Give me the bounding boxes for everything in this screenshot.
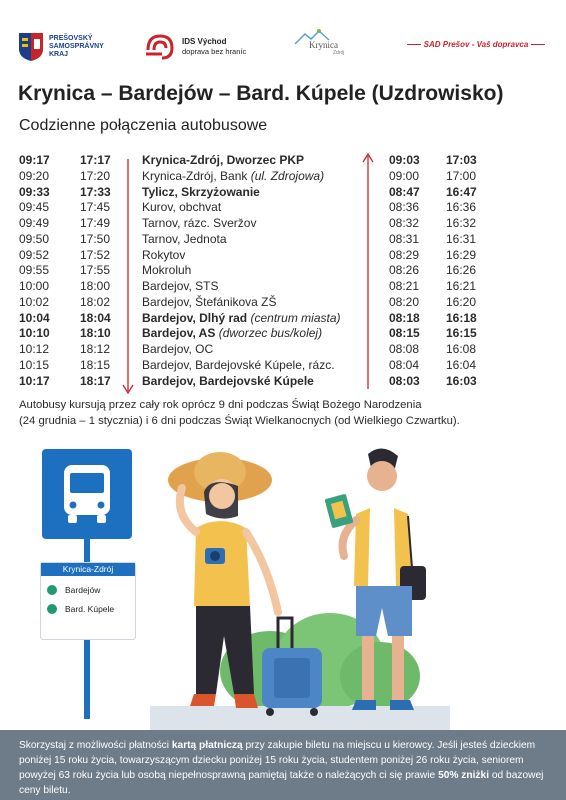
departure-afternoon: 17:45 xyxy=(80,200,111,215)
departure-morning: 09:52 xyxy=(19,247,50,262)
return-afternoon: 16:26 xyxy=(446,263,477,278)
return-morning: 08:36 xyxy=(389,200,420,215)
bus-stop-board xyxy=(40,562,136,640)
departure-afternoon: 18:02 xyxy=(80,294,111,309)
payment-text-3: od bazowej ceny biletu. xyxy=(19,770,544,796)
green-dot-icon xyxy=(47,604,57,614)
return-afternoon: 16:21 xyxy=(446,279,477,293)
route-subtitle: Codzienne połączenia autobusowe xyxy=(19,117,268,134)
holiday-notice xyxy=(19,397,549,429)
return-morning: 09:00 xyxy=(389,168,420,183)
timetable-row xyxy=(19,169,539,185)
discount-highlight: 50% zniżki xyxy=(438,770,490,781)
krynica-sub: Zdrój xyxy=(333,50,345,56)
departure-morning: 10:15 xyxy=(19,357,50,372)
stop-name xyxy=(142,342,213,358)
departure-morning: 09:50 xyxy=(19,231,50,246)
return-afternoon: 16:03 xyxy=(446,373,477,388)
stop-name xyxy=(142,295,277,311)
timetable-row xyxy=(19,185,539,201)
return-morning: 08:29 xyxy=(389,247,420,262)
stop-name xyxy=(142,263,191,279)
return-morning: 08:03 xyxy=(389,373,420,388)
stop-name xyxy=(142,200,221,216)
departure-morning: 09:45 xyxy=(19,200,50,215)
stop-name xyxy=(142,248,185,264)
departure-afternoon: 17:33 xyxy=(80,184,111,199)
return-afternoon: 16:08 xyxy=(446,342,477,356)
stop-item-bard-kupele xyxy=(47,604,135,614)
stop-name xyxy=(142,311,341,327)
stop-name-text: Tylicz, Skrzyżowanie xyxy=(142,184,260,199)
psk-line-3: KRAJ xyxy=(49,51,69,58)
stop-name-text: Kurov, obchvat xyxy=(142,200,222,215)
stop-name xyxy=(142,326,322,342)
stop-name xyxy=(142,374,314,390)
logo-bar xyxy=(18,28,548,68)
green-dot-icon xyxy=(47,585,57,595)
stop-name-text: Bardejov, Bardejovské Kúpele, rázc. xyxy=(142,357,335,372)
departure-afternoon: 17:52 xyxy=(80,247,111,262)
stop-name xyxy=(142,153,304,169)
stop-name-text: Tarnov, Jednota xyxy=(142,231,227,246)
departure-afternoon: 18:00 xyxy=(80,279,111,293)
stop-name-text: Mokroluh xyxy=(142,263,192,278)
departure-afternoon: 18:04 xyxy=(80,310,111,325)
departure-morning: 10:12 xyxy=(19,342,50,356)
payment-info xyxy=(19,738,554,798)
krynica-logo xyxy=(293,28,345,56)
ids-name: IDS Východ xyxy=(182,37,227,46)
stop-name-text: Bardejov, Štefánikova ZŠ xyxy=(142,294,277,309)
timetable-row xyxy=(19,374,539,390)
stop-name-text: Bardejov, OC xyxy=(142,342,214,356)
timetable-row xyxy=(19,216,539,232)
timetable-row xyxy=(19,358,539,374)
return-morning: 08:18 xyxy=(389,310,420,325)
stop-name-text: Tarnov, rázc. Sveržov xyxy=(142,216,257,230)
stop-name xyxy=(142,279,218,295)
bus-icon xyxy=(42,449,132,539)
departure-afternoon: 17:17 xyxy=(80,153,111,167)
stop-note: (centrum miasta) xyxy=(250,310,341,325)
timetable-row xyxy=(19,342,539,358)
timetable-row xyxy=(19,248,539,264)
return-afternoon: 16:47 xyxy=(446,184,477,199)
return-afternoon: 16:32 xyxy=(446,216,477,230)
departure-afternoon: 17:20 xyxy=(80,168,111,183)
return-morning: 09:03 xyxy=(389,153,420,167)
departure-afternoon: 18:12 xyxy=(80,342,111,356)
coat-of-arms-icon xyxy=(18,32,44,62)
holiday-notice-line-1: Autobusy kursują przez cały rok oprócz 9 dni podczas Świąt Bożego Narodzenia xyxy=(19,399,422,411)
payment-text-1: Skorzystaj z możliwości płatności xyxy=(19,740,172,751)
departure-morning: 10:17 xyxy=(19,373,50,388)
timetable-row xyxy=(19,153,539,169)
return-afternoon: 17:03 xyxy=(446,153,477,167)
timetable-row xyxy=(19,263,539,279)
departure-afternoon: 18:10 xyxy=(80,326,111,341)
ids-vychod-logo xyxy=(144,32,246,62)
stop-name-text: Bardejov, Dlhý rad xyxy=(142,310,248,325)
stop-note: (dworzec bus/kolej) xyxy=(218,326,323,341)
ids-loop-icon xyxy=(144,32,176,62)
bus-stop-board-title: Krynica-Zdrój xyxy=(41,563,135,576)
stop-item-label: Bardejów xyxy=(65,585,101,595)
return-afternoon: 16:15 xyxy=(446,326,477,341)
timetable xyxy=(19,153,539,389)
stop-name-text: Bardejov, AS xyxy=(142,326,216,341)
departure-morning: 10:02 xyxy=(19,294,50,309)
stop-name xyxy=(142,169,324,185)
bus-stop-sign xyxy=(42,449,132,539)
return-morning: 08:08 xyxy=(389,342,420,356)
travelers-illustration xyxy=(150,436,450,736)
psk-line-2: SAMOSPRÁVNY xyxy=(49,43,104,50)
krynica-name: Krynica xyxy=(309,40,338,50)
return-morning: 08:26 xyxy=(389,263,420,278)
return-afternoon: 16:04 xyxy=(446,357,477,372)
sad-line-right xyxy=(531,44,545,45)
route-title: Krynica – Bardejów – Bard. Kúpele (Uzdrowisko) xyxy=(18,82,504,105)
return-afternoon: 17:00 xyxy=(446,168,477,183)
return-afternoon: 16:29 xyxy=(446,247,477,262)
departure-morning: 09:20 xyxy=(19,168,50,183)
timetable-row xyxy=(19,200,539,216)
departure-morning: 09:55 xyxy=(19,263,50,278)
departure-afternoon: 17:50 xyxy=(80,231,111,246)
payment-text-2: przy zakupie biletu na miejscu u kierowcy. Jeśli jesteś dzieckiem poniżej 15 roku życia, towarzyszącym dziecku poniżej 15 roku życia, studentem poniżej 26 roku życia, seniorem powyżej 63 roku życia lub osobą niepełnosprawną pamiętaj także o należących ci się prawie xyxy=(19,740,536,781)
stop-item-bardejow xyxy=(47,585,135,595)
return-morning: 08:47 xyxy=(389,184,420,199)
return-morning: 08:21 xyxy=(389,279,420,293)
departure-morning: 10:04 xyxy=(19,310,50,325)
return-morning: 08:04 xyxy=(389,357,420,372)
timetable-row xyxy=(19,326,539,342)
return-afternoon: 16:18 xyxy=(446,310,477,325)
stop-name-text: Bardejov, Bardejovské Kúpele xyxy=(142,373,314,388)
departure-morning: 09:49 xyxy=(19,216,50,230)
stop-name-text: Bardejov, STS xyxy=(142,279,219,293)
holiday-notice-line-2: (24 grudnia – 1 stycznia) i 6 dni podczas Świąt Wielkanocnych (od Wielkiego Czwartku). xyxy=(19,415,460,427)
psk-line-1: PREŠOVSKÝ xyxy=(49,35,93,42)
departure-afternoon: 17:55 xyxy=(80,263,111,278)
sad-name: SAD Prešov - Vaš dopravca xyxy=(423,40,529,49)
timetable-row xyxy=(19,279,539,295)
return-afternoon: 16:20 xyxy=(446,294,477,309)
stop-name xyxy=(142,216,256,232)
return-morning: 08:32 xyxy=(389,216,420,230)
payment-card-highlight: kartą płatniczą xyxy=(171,740,243,751)
stop-note: (ul. Zdrojowa) xyxy=(250,168,325,183)
sad-presov-logo xyxy=(404,40,548,49)
stop-name xyxy=(142,358,335,374)
departure-morning: 10:00 xyxy=(19,279,50,293)
return-morning: 08:31 xyxy=(389,231,420,246)
departure-morning: 10:10 xyxy=(19,326,50,341)
return-afternoon: 16:36 xyxy=(446,200,477,215)
stop-name-text: Krynica-Zdrój, Dworzec PKP xyxy=(142,153,305,167)
stop-name xyxy=(142,185,260,201)
stop-item-label: Bard. Kúpele xyxy=(65,604,115,614)
departure-afternoon: 18:15 xyxy=(80,357,111,372)
stop-name-text: Rokytov xyxy=(142,247,186,262)
sad-line-left xyxy=(407,44,421,45)
timetable-row xyxy=(19,232,539,248)
presov-region-logo xyxy=(18,32,129,62)
departure-afternoon: 17:49 xyxy=(80,216,111,230)
return-morning: 08:20 xyxy=(389,294,420,309)
return-morning: 08:15 xyxy=(389,326,420,341)
timetable-row xyxy=(19,311,539,327)
departure-morning: 09:33 xyxy=(19,184,50,199)
stop-name xyxy=(142,232,227,248)
ids-tagline: doprava bez hraníc xyxy=(182,47,247,56)
departure-afternoon: 18:17 xyxy=(80,373,111,388)
presov-region-name xyxy=(49,35,129,59)
timetable-row xyxy=(19,295,539,311)
return-afternoon: 16:31 xyxy=(446,231,477,246)
stop-name-text: Krynica-Zdrój, Bank xyxy=(142,168,248,183)
departure-morning: 09:17 xyxy=(19,153,50,167)
